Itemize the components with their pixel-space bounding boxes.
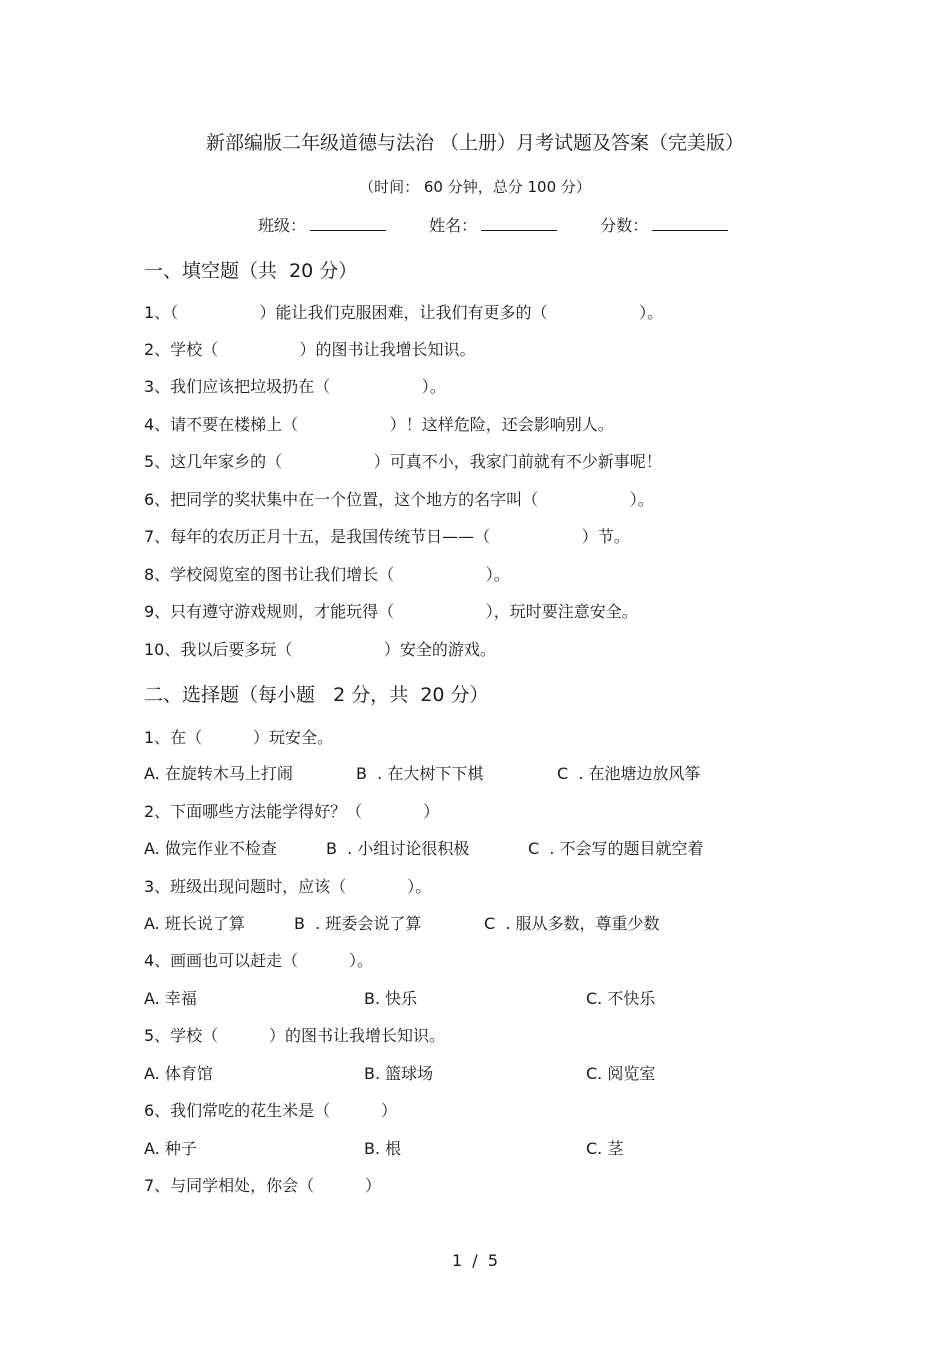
section1-heading: 一、填空题（共 20 分） (144, 260, 358, 282)
class-label: 班级： (258, 216, 307, 235)
fill-item: 4、请不要在楼梯上（ ）！这样危险，还会影响别人。 (144, 415, 614, 434)
option-a: A. 种子 (144, 1139, 197, 1158)
option-b: B . 班委会说了算 (294, 914, 422, 933)
fill-item: 7、每年的农历正月十五，是我国传统节日——（ ）节。 (144, 527, 630, 546)
page-number: 1 / 5 (451, 1251, 499, 1270)
option-c: C. 不快乐 (586, 989, 656, 1008)
section2-heading: 二、选择题（每小题 2 分，共 20 分） (144, 684, 489, 706)
fill-item: 5、这几年家乡的（ ）可真不小，我家门前就有不少新事呢！ (144, 452, 662, 471)
exam-title: 新部编版二年级道德与法治 （上册）月考试题及答案（完美版） (205, 132, 745, 154)
option-b: B. 根 (364, 1139, 402, 1158)
fill-item: 2、学校（ ）的图书让我增长知识。 (144, 340, 476, 359)
question: 2、下面哪些方法能学得好？（ ） (144, 802, 440, 821)
name-field (429, 213, 557, 236)
option-c: C. 茎 (586, 1139, 624, 1158)
option-a: A. 体育馆 (144, 1064, 213, 1083)
fill-item: 3、我们应该把垃圾扔在（ ）。 (144, 377, 446, 396)
option-b: B. 篮球场 (364, 1064, 434, 1083)
option-b: B. 快乐 (364, 989, 418, 1008)
option-a: A. 做完作业不检查 (144, 839, 277, 858)
score-blank (652, 216, 728, 231)
question: 7、与同学相处，你会（ ） (144, 1176, 382, 1195)
class-blank (310, 216, 386, 231)
option-a: A. 在旋转木马上打闹 (144, 764, 293, 783)
question: 5、学校（ ）的图书让我增长知识。 (144, 1026, 446, 1045)
option-b: B . 在大树下下棋 (356, 764, 484, 783)
name-blank (481, 216, 557, 231)
student-info-row (258, 213, 728, 236)
fill-item: 10、我以后要多玩（ ）安全的游戏。 (144, 640, 496, 659)
fill-item: 6、把同学的奖状集中在一个位置，这个地方的名字叫（ ）。 (144, 490, 654, 509)
option-a: A. 幸福 (144, 989, 197, 1008)
fill-item: 9、只有遵守游戏规则，才能玩得（ ），玩时要注意安全。 (144, 602, 638, 621)
class-field (258, 213, 386, 236)
option-c: C . 在池塘边放风筝 (557, 764, 701, 783)
question: 1、在（ ）玩安全。 (144, 728, 334, 747)
score-label: 分数： (600, 216, 649, 235)
question: 3、班级出现问题时，应该（ ）。 (144, 877, 432, 896)
question: 6、我们常吃的花生米是（ ） (144, 1101, 398, 1120)
option-c: C. 阅览室 (586, 1064, 656, 1083)
fill-item: 1、（ ）能让我们克服困难，让我们有更多的（ ）。 (144, 303, 664, 322)
question: 4、画画也可以赶走（ ）。 (144, 951, 374, 970)
name-label: 姓名： (429, 216, 478, 235)
option-a: A. 班长说了算 (144, 914, 245, 933)
option-c: C . 服从多数，尊重少数 (484, 914, 660, 933)
option-c: C . 不会写的题目就空着 (528, 839, 704, 858)
fill-item: 8、学校阅览室的图书让我们增长（ ）。 (144, 565, 510, 584)
score-field (600, 213, 728, 236)
option-b: B . 小组讨论很积极 (326, 839, 470, 858)
exam-subtitle: （时间： 60 分钟，总分 100 分） (359, 178, 591, 196)
